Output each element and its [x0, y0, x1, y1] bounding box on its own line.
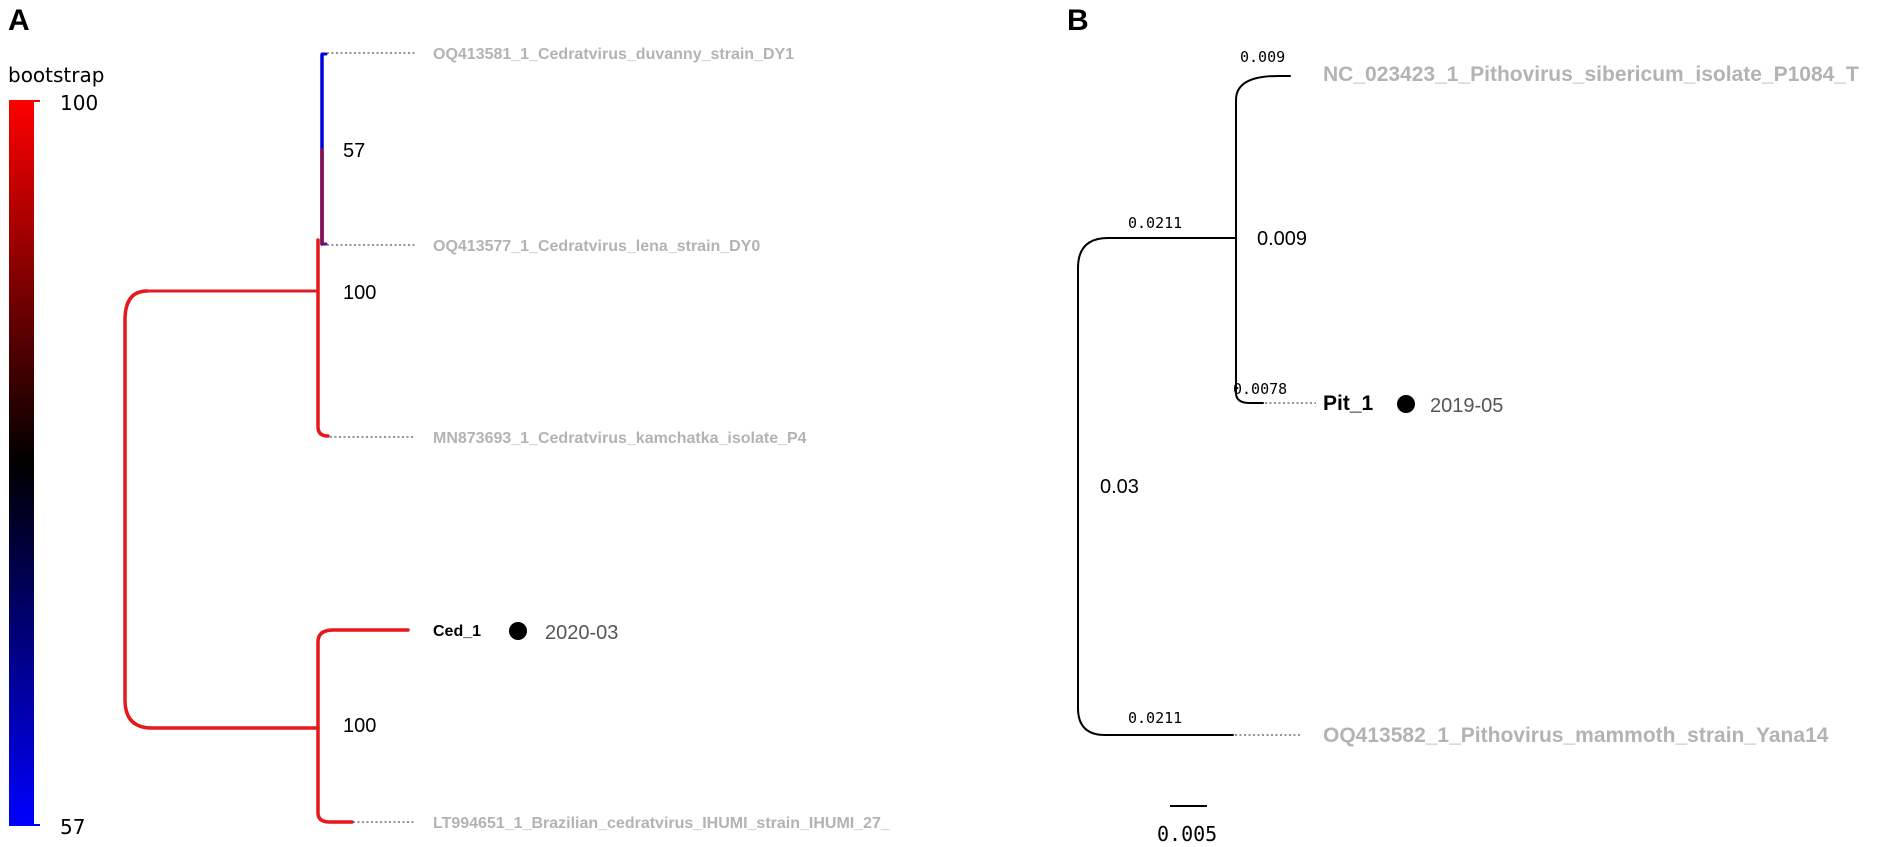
tree-a-tip-2: OQ413577_1_Cedratvirus_lena_strain_DY0: [433, 238, 761, 255]
bootstrap-colorbar: [9, 100, 34, 826]
tree-b-node-root: 0.03: [1100, 476, 1139, 498]
tree-b-tip-2-date: 2019-05: [1430, 395, 1504, 417]
tree-a-tip-1: OQ413581_1_Cedratvirus_duvanny_strain_DY1: [433, 46, 795, 63]
tree-b-tip-3: OQ413582_1_Pithovirus_mammoth_strain_Yana14: [1323, 724, 1829, 747]
tree-a-support-3: 100: [343, 715, 377, 737]
panel-a-letter: A: [8, 4, 30, 37]
tree-a-branches: [125, 54, 408, 822]
tree-b-bl-inner: 0.0211: [1128, 214, 1183, 232]
tree-a-tip-3: MN873693_1_Cedratvirus_kamchatka_isolate_P4: [433, 430, 807, 447]
tree-a-support-2: 100: [343, 282, 377, 304]
tree-b-branches: [1078, 76, 1290, 735]
tree-b-bl-oq413582: 0.0211: [1128, 709, 1183, 727]
tree-b-sample-dot: [1397, 395, 1415, 413]
tree-b-tip-1: NC_023423_1_Pithovirus_sibericum_isolate_P1084_T: [1323, 63, 1859, 86]
tree-b-scale-label: 0.005: [1157, 822, 1218, 846]
tree-a-ced1-branch: [318, 630, 408, 728]
panel-b-letter: B: [1067, 4, 1089, 37]
tree-a-upper-clade-vertical: [318, 240, 328, 436]
legend-max-label: 100: [60, 91, 99, 115]
tree-a-root-branch: [125, 291, 318, 728]
tree-a-lt994651-branch: [318, 728, 352, 822]
tree-a-tip-5: LT994651_1_Brazilian_cedratvirus_IHUMI_strain_IHUMI_27_: [433, 815, 890, 832]
tree-b-node-upper: 0.009: [1257, 228, 1308, 250]
tree-a-leaders: [327, 53, 415, 822]
tree-a-tip-4: Ced_1: [433, 623, 482, 640]
tree-b-tip-2: Pit_1: [1323, 392, 1374, 415]
tree-a-tip-4-date: 2020-03: [545, 622, 619, 644]
legend-title: bootstrap: [8, 63, 105, 87]
tree-b-bl-nc023423: 0.009: [1240, 48, 1286, 66]
tree-b-leaders: [1235, 403, 1316, 735]
legend-min-label: 57: [60, 815, 86, 839]
tree-a-support-1: 57: [343, 140, 366, 162]
tree-a-sample-dot: [509, 622, 527, 640]
tree-b-bl-pit1: 0.0078: [1233, 380, 1288, 398]
